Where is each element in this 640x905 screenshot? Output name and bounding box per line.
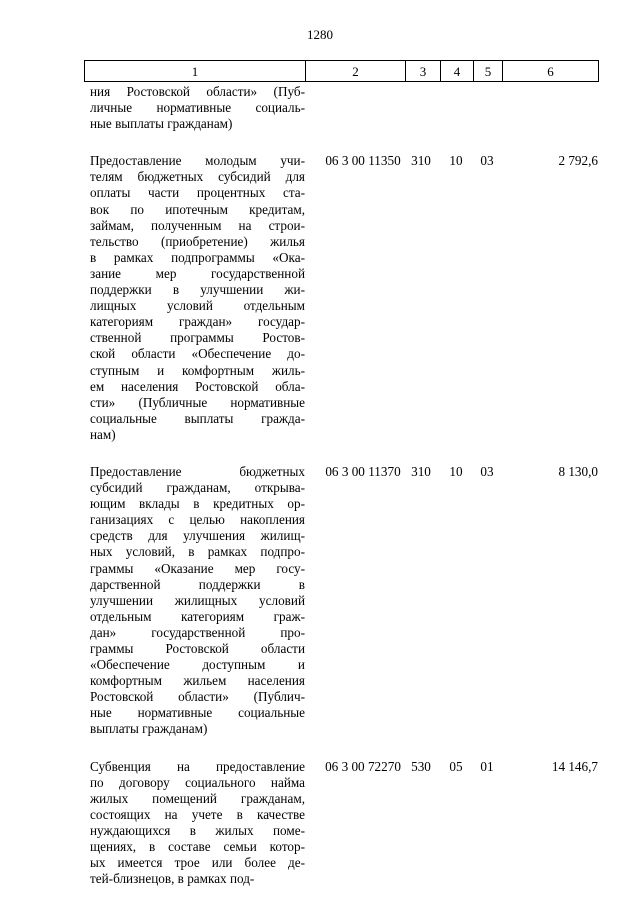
description-line: щениях, в составе семьи котор- [90,839,305,855]
description-line: Субвенция на предоставление [90,758,305,774]
description-line: граммы «Оказание мер госу- [90,560,305,576]
row-amount: 2 792,6 [558,153,598,169]
table-row [84,84,598,132]
row-code: 06 3 00 11350 [325,153,401,169]
description-line: состоящих на учете в качестве [90,806,305,822]
row-description [90,153,305,443]
description-line: сти» (Публичные нормативные [90,394,305,410]
row-expense-type: 310 [411,153,431,169]
row-amount: 14 146,7 [551,758,598,774]
description-line: ганизациях с целью накопления [90,512,305,528]
description-line: ступным и комфортным жиль- [90,362,305,378]
description-line: ные выплаты гражданам) [90,116,233,132]
row-subsection: 03 [480,153,494,169]
row-expense-type: 530 [411,758,431,774]
row-section: 05 [449,758,463,774]
description-line: дарственной поддержки в [90,576,305,592]
page-number: 1280 [307,27,333,42]
column-header-2: 2 [306,61,406,82]
description-line: оплаты части процентных ста- [90,185,305,201]
description-line: тей-близнецов, в рамках под- [90,871,255,887]
description-line: дан» государственной про- [90,624,305,640]
row-code: 06 3 00 11370 [325,463,401,479]
description-line: нуждающихся в жилых поме- [90,822,305,838]
description-line: вок по ипотечным кредитам, [90,201,305,217]
column-header-3: 3 [406,61,441,82]
description-line: Предоставление молодым учи- [90,153,305,169]
description-line: отдельным категориям граж- [90,608,305,624]
row-section: 10 [449,463,463,479]
description-line: тельство (приобретение) жилья [90,233,305,249]
description-line: социальные выплаты гражда- [90,410,305,426]
row-description [90,464,305,738]
row-description [90,84,305,132]
description-line: субсидий гражданам, открыва- [90,480,305,496]
row-amount: 8 130,0 [558,463,598,479]
description-line: средств для улучшения жилищ- [90,528,305,544]
description-line: ных условий, в рамках подпро- [90,544,305,560]
column-header-6: 6 [503,61,599,82]
column-header-4: 4 [441,61,474,82]
row-subsection: 01 [480,758,494,774]
description-line: комфортным жильем населения [90,673,305,689]
column-header-row [84,60,599,82]
row-code: 06 3 00 72270 [325,758,401,774]
description-line: поддержки в улучшении жи- [90,282,305,298]
description-line: ющим вклады в кредитных ор- [90,496,305,512]
row-expense-type: 310 [411,463,431,479]
description-line: лищных условий отдельным [90,298,305,314]
column-header-5: 5 [474,61,503,82]
description-line: Ростовской области» (Публич- [90,689,305,705]
row-section: 10 [449,153,463,169]
budget-table-body [84,84,598,887]
description-line: категориям граждан» государ- [90,314,305,330]
description-line: Предоставление бюджетных [90,463,305,479]
description-line: ской области «Обеспечение до- [90,346,305,362]
column-header-1: 1 [85,61,306,82]
description-line: ем населения Ростовской обла- [90,378,305,394]
description-line: улучшении жилищных условий [90,592,305,608]
row-subsection: 03 [480,463,494,479]
row-description [90,759,305,888]
description-line: «Обеспечение доступным и [90,657,305,673]
description-line: жилых помещений гражданам, [90,790,305,806]
description-line: по договору социального найма [90,774,305,790]
description-line: телям бюджетных субсидий для [90,169,305,185]
table-row [84,464,598,738]
description-line: личные нормативные социаль- [90,100,305,116]
description-line: зание мер государственной [90,265,305,281]
description-line: займам, полученным на строи- [90,217,305,233]
description-line: граммы Ростовской области [90,641,305,656]
table-row [84,759,598,888]
description-line: ых имеется трое или более де- [90,855,305,871]
description-line: ные нормативные социальные [90,705,305,721]
description-line: выплаты гражданам) [90,721,208,737]
description-line: ственной программы Ростов- [90,330,305,346]
description-line: в рамках подпрограммы «Ока- [90,249,305,265]
table-row [84,153,598,443]
description-line: нам) [90,426,116,442]
description-line: ния Ростовской области» (Пуб- [90,84,305,99]
